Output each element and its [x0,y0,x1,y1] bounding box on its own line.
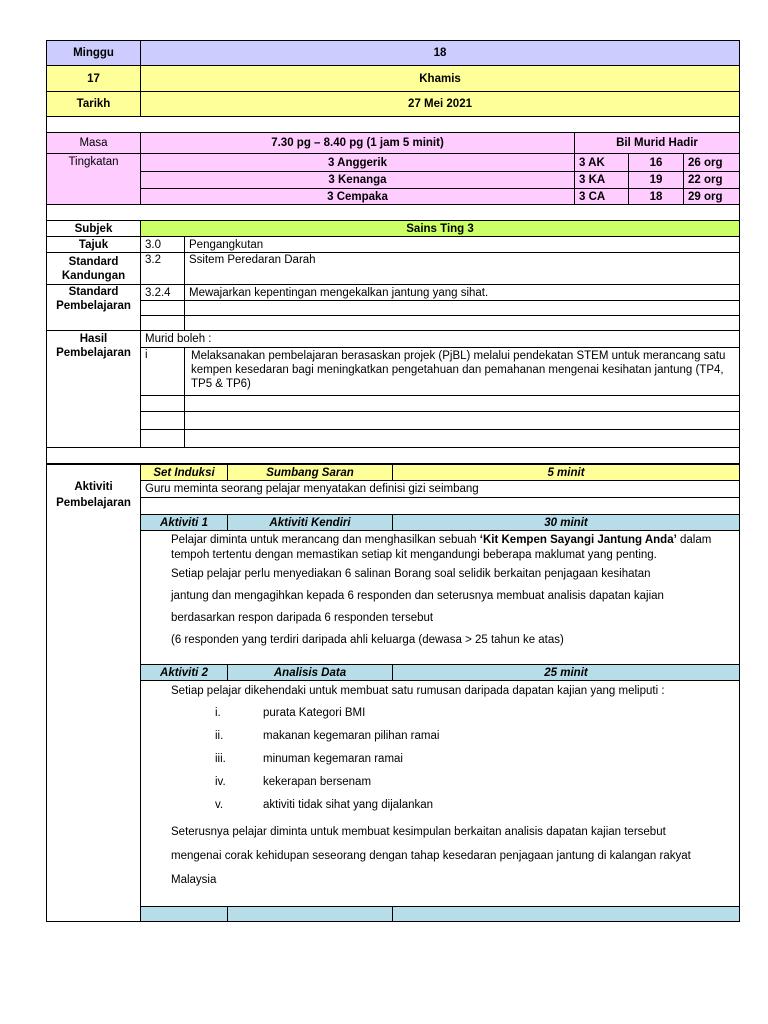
standard-kandungan-label: Standard Kandungan [47,253,141,285]
minggu-value: 18 [141,41,740,66]
list-item-number: iii. [215,753,226,765]
aktiviti-2-time: 25 minit [393,665,740,681]
sk-number: 3.2 [141,253,185,285]
empty-cell [141,430,185,448]
text-span: dalam tempoh tertentu dengan memastikan setiap kit mengandungi beberapa maklumat yang penting. [171,534,712,561]
spacer-row [47,205,740,221]
empty-cell [185,430,740,448]
empty-cell [141,498,740,515]
empty-cell [185,412,740,430]
empty-cell [185,316,740,331]
aktiviti-1-body [141,531,740,665]
empty-cell [185,301,740,316]
list-item-text: makanan kegemaran pilihan ramai [263,730,440,742]
empty-cell [185,396,740,412]
subjek-label: Subjek [47,221,141,237]
kesimpulan-line: Malaysia [171,874,217,886]
lesson-plan [46,40,739,922]
hasil-item-text: Melaksanakan pembelajaran berasaskan projek (PjBL) melalui pendekatan STEM untuk merancang satu kempen kesedaran bagi meningkatkan pengetahuan dan pemahanan mengenai kesihatan jantung (TP4, TP5 & TP6) [185,348,740,396]
sp-value: Mewajarkan kepentingan mengekalkan jantung yang sihat. [185,285,740,301]
list-item-text: kekerapan bersenam [263,776,372,788]
list-item [215,728,733,751]
empty-cell [141,396,185,412]
set-induksi-text: Guru meminta seorang pelajar menyatakan definisi gizi seimbang [141,481,740,498]
aktiviti-1-title: Aktiviti 1 [141,515,228,531]
set-induksi-type: Sumbang Saran [228,465,393,481]
list-item-number: i. [215,707,221,719]
empty-cell [228,907,393,922]
aktiviti-table [46,464,740,922]
list-item [215,705,733,728]
empty-cell [141,301,185,316]
standard-pembelajaran-label: Standard Pembelajaran [47,285,141,331]
list-item-number: ii. [215,730,224,742]
list-item-number: v. [215,799,224,811]
tarikh-value: 27 Mei 2021 [141,92,740,117]
tingkatan-label: Tingkatan [47,154,141,205]
class-jumlah: 26 org [684,154,740,172]
list-item-text: aktiviti tidak sihat yang dijalankan [263,799,434,811]
aktiviti-2-intro: Setiap pelajar dikehendaki untuk membuat satu rumusan daripada dapatan kajian yang meliputi : [171,685,665,697]
tajuk-value: Pengangkutan [185,237,740,253]
empty-cell [141,907,228,922]
hasil-intro: Murid boleh : [141,331,740,348]
day-number: 17 [47,66,141,92]
class-hadir: 19 [629,172,684,189]
aktiviti-1-line: (6 responden yang terdiri daripada ahli keluarga (dewasa > 25 tahun ke atas) [171,634,564,646]
lesson-plan-table [46,40,740,464]
sp-number: 3.2.4 [141,285,185,301]
tajuk-number: 3.0 [141,237,185,253]
text-span: Pelajar diminta untuk merancang dan menghasilkan sebuah [171,534,480,546]
aktiviti-label: Aktiviti Pembelajaran [47,465,141,922]
list-item [215,797,733,820]
masa-label: Masa [47,133,141,154]
minggu-label: Minggu [47,41,141,66]
class-jumlah: 22 org [684,172,740,189]
class-code: 3 AK [575,154,629,172]
list-item-text: purata Kategori BMI [263,707,366,719]
kit-title: ‘Kit Kempen Sayangi Jantung Anda’ [479,534,677,546]
aktiviti-1-time: 30 minit [393,515,740,531]
spacer-row [47,117,740,133]
class-name: 3 Cempaka [141,189,575,205]
empty-cell [141,412,185,430]
hasil-item-number: i [141,348,185,396]
masa-value: 7.30 pg – 8.40 pg (1 jam 5 minit) [141,133,575,154]
aktiviti-1-paragraph [171,533,733,563]
aktiviti-1-line: Setiap pelajar perlu menyediakan 6 salinan Borang soal selidik berkaitan penjagaan kesihatan [171,568,651,580]
kesimpulan-line: mengenai corak kehidupan seseorang dengan tahap kesedaran penjagaan jantung di kalangan rakyat [171,850,691,862]
hasil-label: Hasil Pembelajaran [47,331,141,448]
list-item-text: minuman kegemaran ramai [263,753,403,765]
spacer-row [47,448,740,464]
kesimpulan-line: Seterusnya pelajar diminta untuk membuat kesimpulan berkaitan analisis dapatan kajian tersebut [171,826,666,838]
class-code: 3 CA [575,189,629,205]
aktiviti-1-line: berdasarkan respon daripada 6 responden tersebut [171,612,434,624]
class-name: 3 Anggerik [141,154,575,172]
aktiviti-2-type: Analisis Data [228,665,393,681]
sk-value: Ssitem Peredaran Darah [185,253,740,285]
subjek-value: Sains Ting 3 [141,221,740,237]
list-item [215,751,733,774]
list-item [215,774,733,797]
day-name: Khamis [141,66,740,92]
class-hadir: 18 [629,189,684,205]
tarikh-label: Tarikh [47,92,141,117]
aktiviti-1-line: jantung dan mengagihkan kepada 6 responden dan seterusnya membuat analisis dapatan kajian [171,590,664,602]
tajuk-label: Tajuk [47,237,141,253]
empty-cell [141,316,185,331]
set-induksi-time: 5 minit [393,465,740,481]
aktiviti-2-body [141,681,740,907]
list-item-number: iv. [215,776,226,788]
class-code: 3 KA [575,172,629,189]
bil-murid-label: Bil Murid Hadir [575,133,740,154]
class-hadir: 16 [629,154,684,172]
set-induksi-title: Set Induksi [141,465,228,481]
analisis-list [215,705,733,820]
aktiviti-2-title: Aktiviti 2 [141,665,228,681]
class-name: 3 Kenanga [141,172,575,189]
class-jumlah: 29 org [684,189,740,205]
aktiviti-1-type: Aktiviti Kendiri [228,515,393,531]
empty-cell [393,907,740,922]
